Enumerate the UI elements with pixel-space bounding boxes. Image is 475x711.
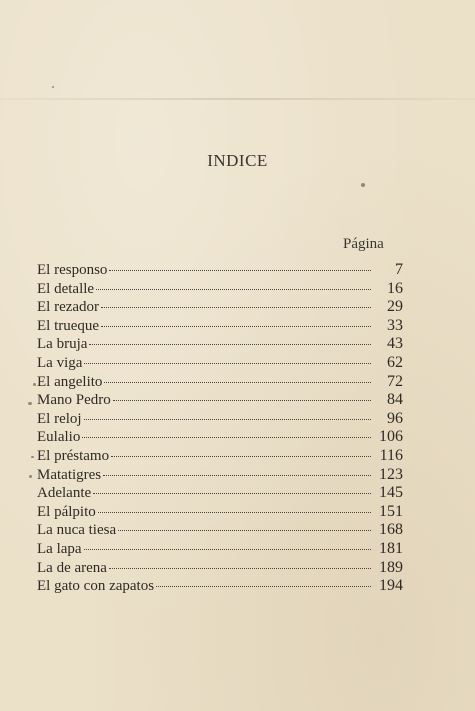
toc-entry-page: 116 [379, 446, 403, 464]
leader-dots [84, 419, 371, 420]
leader-dots [109, 270, 371, 271]
leader-dots [104, 382, 371, 383]
toc-entry [37, 466, 403, 485]
toc-entry [37, 540, 403, 559]
toc-entry-title: La nuca tiesa [37, 522, 117, 539]
leader-dots [101, 307, 371, 308]
toc-entry [37, 410, 403, 429]
paper-speck [33, 383, 36, 386]
paper-speck [361, 183, 365, 187]
paper-speck [28, 402, 32, 405]
toc-entry [37, 317, 403, 336]
leader-dots [101, 326, 371, 327]
toc-entry [37, 503, 403, 522]
leader-dots [103, 475, 371, 476]
leader-dots [156, 586, 371, 587]
paper-speck [31, 456, 34, 458]
leader-dots [109, 568, 371, 569]
toc-entry [37, 521, 403, 540]
leader-dots [89, 344, 371, 345]
toc-entry-page: 106 [379, 428, 403, 446]
paper-speck [52, 86, 54, 88]
toc-entry-page: 145 [379, 484, 403, 502]
toc-entry-page: 96 [387, 409, 403, 427]
leader-dots [111, 456, 371, 457]
toc-entry-title: El rezador [37, 299, 100, 316]
leader-dots [84, 549, 371, 550]
toc-entry-title: Mano Pedro [37, 392, 111, 409]
toc-entry [37, 447, 403, 466]
toc-entry [37, 373, 403, 392]
leader-dots [93, 493, 371, 494]
toc-entry [37, 559, 403, 578]
toc-entry-title: La viga [37, 354, 83, 371]
toc-entry-page: 151 [379, 502, 403, 520]
toc-entry-title: La lapa [37, 540, 82, 557]
toc-entry-title: El responso [37, 262, 108, 278]
toc-entry [37, 354, 403, 373]
toc-entry [37, 298, 403, 317]
toc-entry-title: El trueque [37, 317, 100, 334]
paper-speck [29, 475, 32, 478]
leader-dots [96, 289, 371, 290]
toc-entry-page: 43 [387, 335, 403, 353]
toc-entry-title: El pálpito [37, 503, 96, 520]
toc-entry-page: 168 [379, 521, 403, 539]
toc-entry-title: El detalle [37, 280, 95, 297]
toc-entry [37, 577, 403, 596]
index-title: INDICE [207, 151, 268, 170]
toc-entry-page: 16 [387, 279, 403, 297]
toc-entry-title: La bruja [37, 336, 88, 353]
toc-entry [37, 428, 403, 447]
toc-entry-page: 189 [379, 558, 403, 576]
leader-dots [84, 363, 371, 364]
leader-dots [98, 512, 371, 513]
toc-entry [37, 335, 403, 354]
toc-entry-title: Matatigres [37, 466, 102, 483]
toc-entry-title: La de arena [37, 559, 107, 576]
toc-entry-title: Adelante [37, 485, 92, 502]
table-of-contents [37, 261, 403, 596]
toc-entry-page: 33 [387, 316, 403, 334]
leader-dots [113, 400, 371, 401]
toc-entry-title: El reloj [37, 410, 82, 427]
toc-entry-page: 181 [379, 539, 403, 557]
toc-entry-page: 84 [387, 391, 403, 409]
toc-entry-title: Eulalio [37, 429, 81, 446]
leader-dots [82, 437, 371, 438]
toc-entry-page: 7 [395, 261, 403, 278]
toc-entry-title: El angelito [37, 373, 103, 390]
toc-entry [37, 280, 403, 299]
toc-entry [37, 484, 403, 503]
page-fold-crease [0, 98, 475, 100]
page-column-header: Página [343, 236, 384, 252]
toc-entry-title: El gato con zapatos [37, 578, 155, 595]
leader-dots [118, 530, 371, 531]
toc-entry-page: 62 [387, 353, 403, 371]
toc-entry-page: 194 [379, 577, 403, 595]
toc-entry-page: 123 [379, 465, 403, 483]
toc-entry-page: 29 [387, 298, 403, 316]
toc-entry [37, 391, 403, 410]
toc-entry-title: El préstamo [37, 447, 110, 464]
toc-entry [37, 261, 403, 280]
toc-entry-page: 72 [387, 372, 403, 390]
